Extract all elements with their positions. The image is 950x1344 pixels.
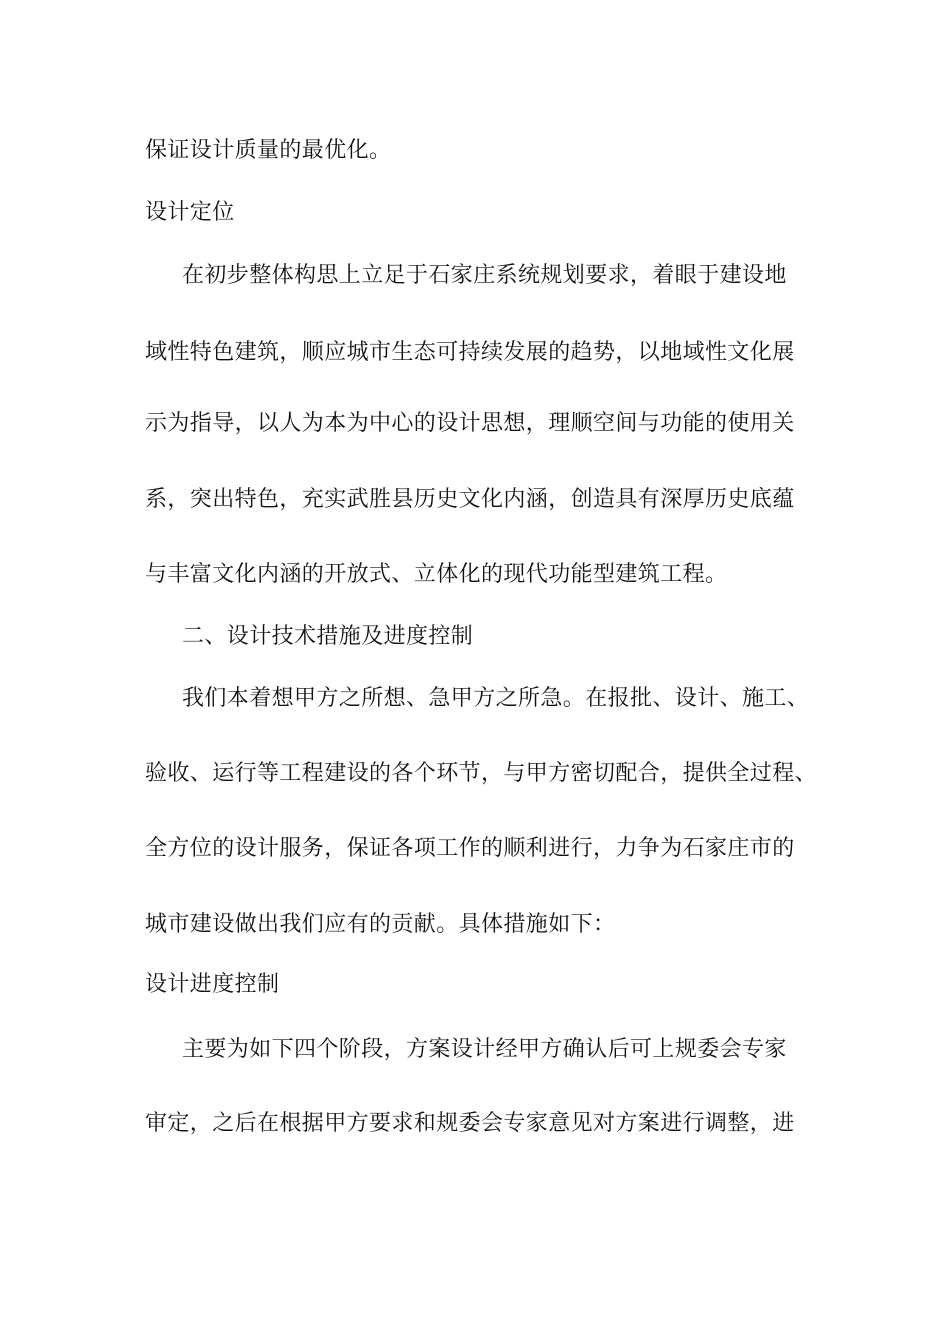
section-heading: 设计进度控制: [145, 972, 280, 997]
text-line: 示为指导，以人为本为中心的设计思想，理顺空间与功能的使用关: [145, 411, 795, 436]
text-line: 系，突出特色，充实武胜县历史文化内涵，创造具有深厚历史底蕴: [145, 487, 795, 512]
text-line: 域性特色建筑，顺应城市生态可持续发展的趋势，以地域性文化展: [145, 340, 795, 365]
text-line: 城市建设做出我们应有的贡献。具体措施如下：: [145, 912, 616, 937]
text-line: 保证设计质量的最优化。: [145, 138, 392, 163]
text-line: 我们本着想甲方之所想、急甲方之所急。在报批、设计、施工、: [182, 686, 810, 711]
text-line: 与丰富文化内涵的开放式、立体化的现代功能型建筑工程。: [145, 562, 728, 587]
section-heading: 二、设计技术措施及进度控制: [182, 624, 474, 649]
text-line: 验收、运行等工程建设的各个环节，与甲方密切配合，提供全过程、: [145, 761, 818, 786]
text-line: 全方位的设计服务，保证各项工作的顺利进行，力争为石家庄市的: [145, 836, 795, 861]
text-line: 主要为如下四个阶段，方案设计经甲方确认后可上规委会专家: [182, 1037, 787, 1062]
section-heading: 设计定位: [145, 200, 235, 225]
text-line: 审定，之后在根据甲方要求和规委会专家意见对方案进行调整，进: [145, 1111, 795, 1136]
text-line: 在初步整体构思上立足于石家庄系统规划要求，着眼于建设地: [182, 263, 787, 288]
